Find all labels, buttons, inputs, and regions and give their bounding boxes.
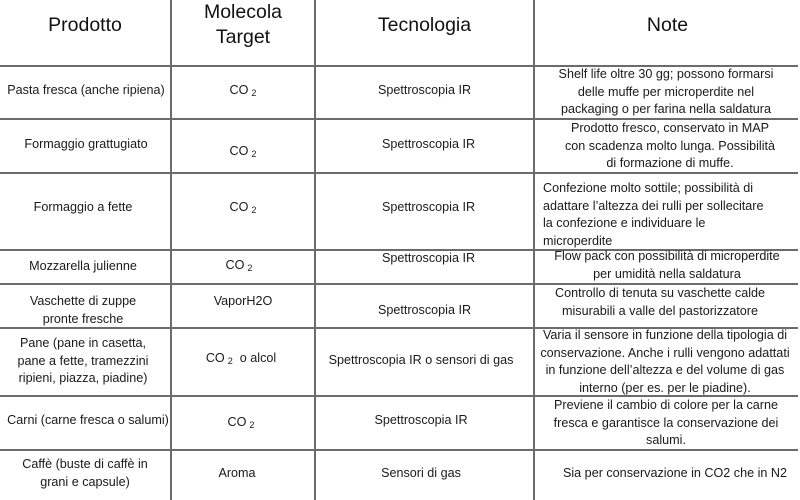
- cell-prodotto: Formaggio grattugiato: [24, 137, 148, 151]
- cell-molecola: CO $_2$: [229, 144, 257, 160]
- cell-tecnologia: Spettroscopia IR: [377, 83, 472, 97]
- cell-molecola: CO $_2$: [229, 83, 257, 99]
- cell-tecnologia: Spettroscopia IR: [381, 251, 476, 265]
- cell-note: Varia il sensore in funzione della tipologia di conservazione. Anche i rulli vengono adattati in funzione dell’altezza e del volume di gas interno (per es. per le piadine).: [540, 328, 790, 395]
- cell-molecola: Aroma: [218, 466, 256, 480]
- cell-prodotto: Mozzarella julienne: [29, 259, 137, 273]
- header-prodotto: Prodotto: [48, 14, 122, 36]
- header-molecola-target: Molecola Target: [203, 1, 283, 48]
- header-note: Note: [646, 14, 689, 36]
- cell-tecnologia: Spettroscopia IR: [381, 137, 476, 151]
- cell-tecnologia: Spettroscopia IR o sensori di gas: [328, 353, 514, 367]
- cell-note: Sia per conservazione in CO2 che in N2: [562, 466, 787, 480]
- cell-molecola: VaporH2O: [213, 294, 273, 308]
- cell-prodotto: Pane (pane in casetta, pane a fette, tramezzini ripieni, piazza, piadine): [17, 336, 149, 385]
- cell-molecola: CO $_2$ o alcol: [205, 351, 277, 367]
- cell-molecola: CO $_2$: [225, 258, 253, 274]
- cell-prodotto: Pasta fresca (anche ripiena): [7, 83, 165, 97]
- cell-note: Controllo di tenuta su vaschette calde misurabili a valle del pastorizzatore: [554, 286, 766, 318]
- cell-prodotto: Carni (carne fresca o salumi): [7, 413, 169, 427]
- cell-tecnologia: Spettroscopia IR: [381, 200, 476, 214]
- cell-prodotto: Caffè (buste di caffè in grani e capsule): [22, 457, 148, 489]
- cell-molecola: CO $_2$: [229, 200, 257, 216]
- cell-molecola: CO $_2$: [227, 415, 255, 431]
- cell-tecnologia: Spettroscopia IR: [377, 303, 472, 317]
- cell-note: Previene il cambio di colore per la carne fresca e garantisce la conservazione dei salumi.: [553, 398, 779, 447]
- cell-prodotto: Vaschette di zuppe pronte fresche: [29, 294, 137, 326]
- cell-tecnologia: Spettroscopia IR: [374, 413, 468, 427]
- cell-note: Confezione molto sottile; possibilità di adattare l’altezza dei rulli per sollecitare la confezione e individuare le microperdite: [543, 181, 764, 248]
- cell-prodotto: Formaggio a fette: [33, 200, 133, 214]
- header-tecnologia: Tecnologia: [377, 14, 472, 36]
- cell-note: Prodotto fresco, conservato in MAP con scadenza molto lunga. Possibilità di formazione di muffe.: [564, 121, 776, 170]
- cell-note: Flow pack con possibilità di microperdite per umidità nella saldatura: [554, 249, 780, 281]
- cell-tecnologia: Sensori di gas: [381, 466, 461, 480]
- cell-note: Shelf life oltre 30 gg; possono formarsi delle muffe per microperdite nel packaging o per farina nella saldatura: [558, 67, 774, 116]
